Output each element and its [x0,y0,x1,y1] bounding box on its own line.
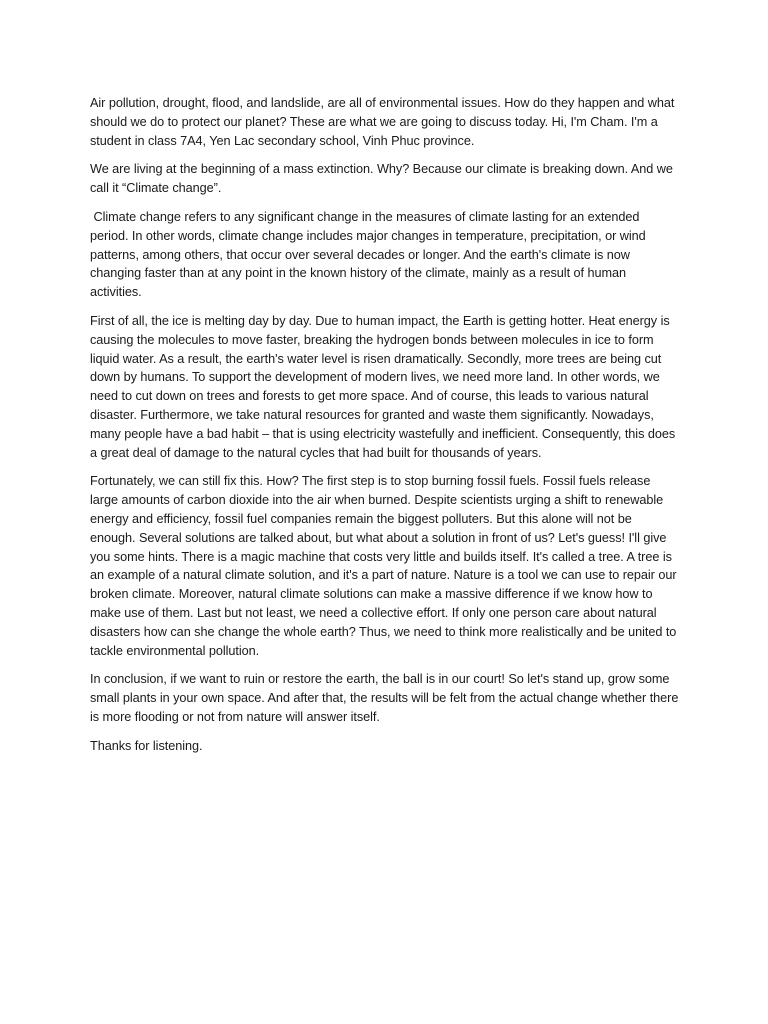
paragraph-thanks: Thanks for listening. [90,738,203,753]
paragraph-conclusion: In conclusion, if we want to ruin or restore the earth, the ball is in our court! So let's stand up, grow some small plants in your own space. And after that, the results will be felt from the actual change whether there is more flooding or not from nature will answer itself. [90,672,682,724]
paragraph-intro: Air pollution, drought, flood, and landslide, are all of environmental issues. How do they happen and what should we do to protect our planet? These are what we are going to discuss today. Hi, I'm Cham. I'm a student in class 7A4, Yen Lac secondary school, Vinh Phuc province. [90,96,678,148]
document-body [90,94,680,766]
paragraph-climate-change-definition: Climate change refers to any significant change in the measures of climate lasting for an extended period. In other words, climate change includes major changes in temperature, precipitation, or wind patterns, among others, that occur over several decades or longer. And the earth's climate is now changing faster than at any point in the known history of the climate, mainly as a result of human activities. [90,209,650,300]
paragraph-causes: First of all, the ice is melting day by day. Due to human impact, the Earth is getting hotter. Heat energy is causing the molecules to move faster, breaking the hydrogen bonds between molecules in ice to form liquid water. As a result, the earth's water level is risen dramatically. Secondly, more trees are being cut down by humans. To support the development of modern lives, we need more land. In other words, we need to cut down on trees and forests to get more space. And of course, this leads to various natural disaster. Furthermore, we take natural resources for granted and waste them significantly. Nowadays, many people have a bad habit – that is using electricity wastefully and inefficient. Consequently, this does a great deal of damage to the natural cycles that had built for thousands of years. [90,313,679,460]
paragraph-solutions: Fortunately, we can still fix this. How? The first step is to stop burning fossil fuels. Fossil fuels release large amounts of carbon dioxide into the air when burned. Despite scientists urging a shift to renewable energy and efficiency, fossil fuel companies remain the biggest polluters. But this alone will not be enough. Several solutions are talked about, but what about a solution in front of us? Let's guess! I'll give you some hints. There is a magic machine that costs very little and builds itself. It's called a tree. A tree is an example of a natural climate solution, and it's a part of nature. Nature is a tool we can use to repair our broken climate. Moreover, natural climate solutions can make a massive difference if we know how to make use of them. Last but not least, we need a collective effort. If only one person care about natural disasters how can she change the whole earth? Thus, we need to think more realistically and be united to tackle environmental pollution. [90,474,680,658]
paragraph-mass-extinction: We are living at the beginning of a mass extinction. Why? Because our climate is breaking down. And we call it “Climate change”. [90,162,677,196]
